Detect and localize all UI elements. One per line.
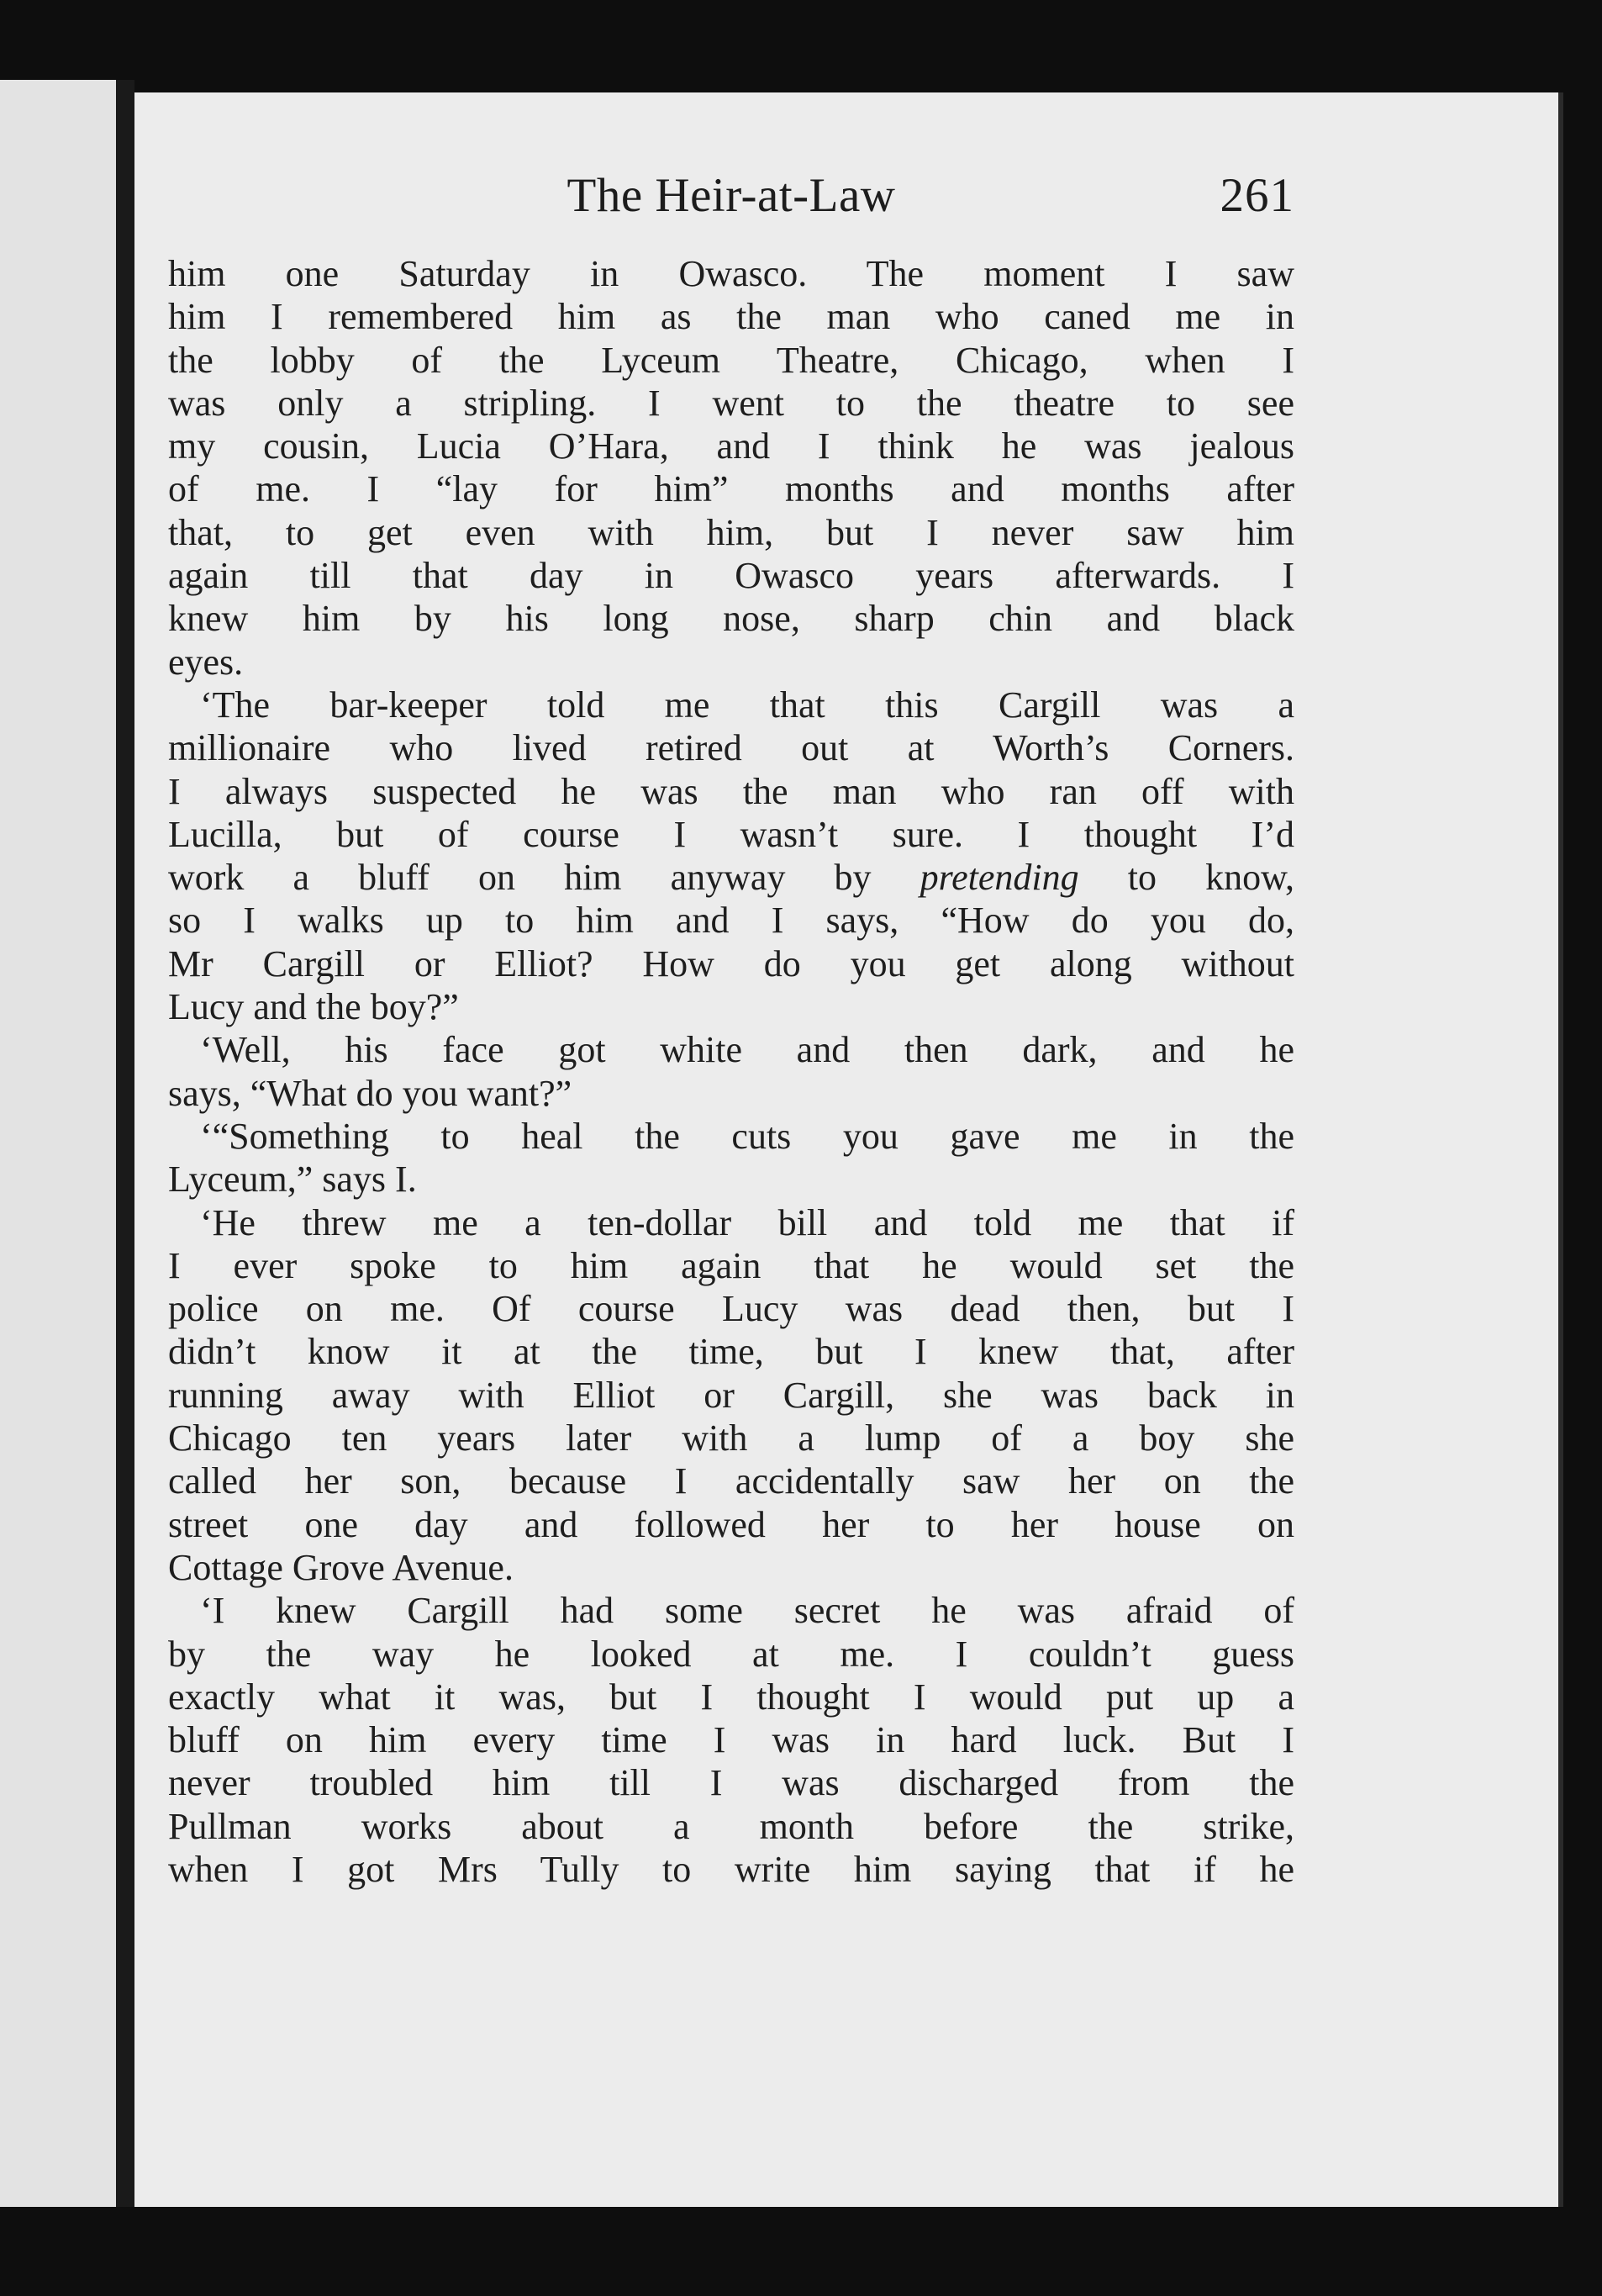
text-line: didn’t know it at the time, but I knew that, after bbox=[168, 1331, 1294, 1373]
text-line: so I walks up to him and I says, “How do you do, bbox=[168, 900, 1294, 942]
text-line: my cousin, Lucia O’Hara, and I think he was jealous bbox=[168, 425, 1294, 467]
body-text bbox=[168, 252, 1294, 1891]
text-line: ‘Well, his face got white and then dark, and he bbox=[200, 1029, 1294, 1071]
text-line: Pullman works about a month before the strike, bbox=[168, 1805, 1294, 1847]
text-line: ‘“Something to heal the cuts you gave me in the bbox=[200, 1115, 1294, 1157]
book-gutter bbox=[116, 80, 134, 2207]
text-line: when I got Mrs Tully to write him saying that if he bbox=[168, 1848, 1294, 1890]
text-line: eyes. bbox=[168, 641, 244, 683]
facing-page-edge bbox=[0, 80, 116, 2207]
text-line: I always suspected he was the man who ran off with bbox=[168, 770, 1294, 812]
text-line: never troubled him till I was discharged from the bbox=[168, 1762, 1294, 1804]
text-line: street one day and followed her to her house on bbox=[168, 1503, 1294, 1545]
text-line: I ever spoke to him again that he would set the bbox=[168, 1244, 1294, 1286]
text-line: says, “What do you want?” bbox=[168, 1072, 572, 1114]
text-line: ‘He threw me a ten-dollar bill and told me that if bbox=[200, 1201, 1294, 1243]
text-line: Lyceum,” says I. bbox=[168, 1159, 417, 1201]
text-line: exactly what it was, but I thought I would put up a bbox=[168, 1676, 1294, 1718]
text-line: Mr Cargill or Elliot? How do you get along without bbox=[168, 942, 1294, 984]
text-line: the lobby of the Lyceum Theatre, Chicago, when I bbox=[168, 339, 1294, 381]
text-line: millionaire who lived retired out at Worth’s Corners. bbox=[168, 727, 1294, 769]
text-line: him one Saturday in Owasco. The moment I saw bbox=[168, 253, 1294, 294]
text-line: ‘I knew Cargill had some secret he was afraid of bbox=[200, 1590, 1294, 1632]
text-line: by the way he looked at me. I couldn’t guess bbox=[168, 1633, 1294, 1675]
text-segment: to know, bbox=[1078, 857, 1294, 899]
text-line: called her son, because I accidentally saw her on the bbox=[168, 1460, 1294, 1502]
text-line: again till that day in Owasco years afterwards. I bbox=[168, 555, 1294, 597]
text-line: Chicago ten years later with a lump of a boy she bbox=[168, 1417, 1294, 1459]
text-line: running away with Elliot or Cargill, she was back in bbox=[168, 1374, 1294, 1416]
italic-word: pretending bbox=[920, 857, 1079, 899]
running-title: The Heir-at-Law bbox=[566, 169, 896, 222]
text-line: ‘The bar-keeper told me that this Cargill was a bbox=[200, 684, 1294, 726]
text-segment: work a bluff on him anyway by bbox=[168, 857, 920, 899]
text-line: was only a stripling. I went to the theatre to see bbox=[168, 382, 1294, 424]
page-header bbox=[168, 168, 1294, 244]
text-line: Lucy and the boy?” bbox=[168, 986, 459, 1028]
text-line: of me. I “lay for him” months and months after bbox=[168, 468, 1294, 510]
text-line: knew him by his long nose, sharp chin and black bbox=[168, 598, 1294, 640]
text-line: that, to get even with him, but I never saw him bbox=[168, 511, 1294, 553]
text-line: police on me. Of course Lucy was dead then, but I bbox=[168, 1288, 1294, 1330]
text-line: Lucilla, but of course I wasn’t sure. I thought I’d bbox=[168, 813, 1294, 855]
text-line: bluff on him every time I was in hard luck. But I bbox=[168, 1719, 1294, 1761]
text-line: him I remembered him as the man who caned me in bbox=[168, 296, 1294, 338]
text-line: Cottage Grove Avenue. bbox=[168, 1546, 514, 1588]
text-line bbox=[168, 856, 1294, 899]
page-number: 261 bbox=[1220, 169, 1294, 222]
